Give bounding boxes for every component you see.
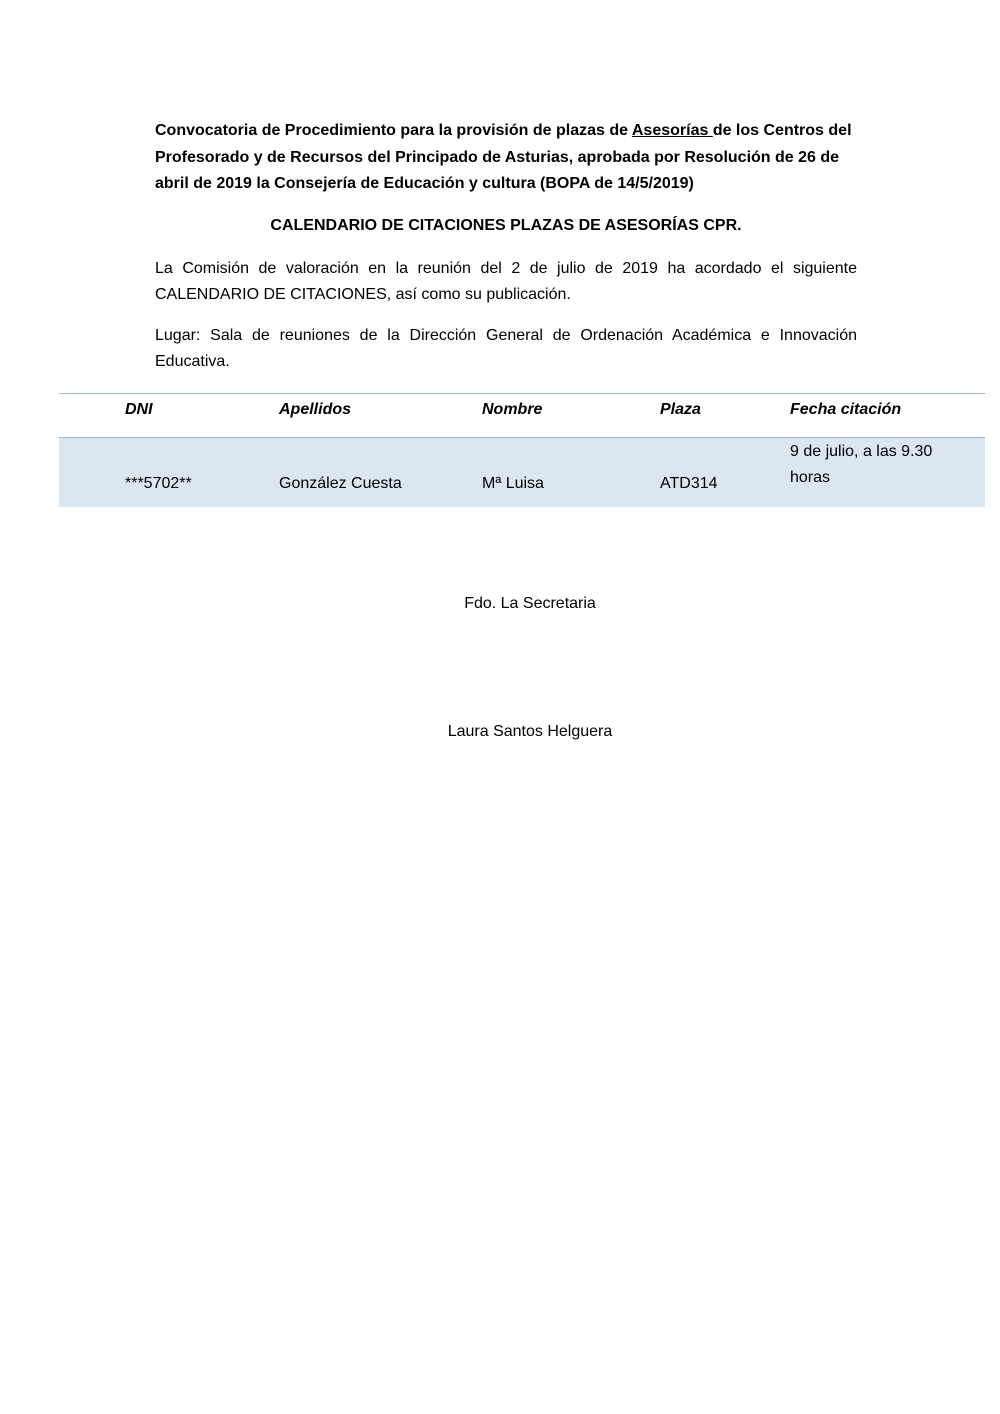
cell-plaza: ATD314: [660, 475, 718, 492]
intro-text-part2: de los Centros del Profesorado y de Recursos del Principado de Asturias, aprobada por Resolución de 26 de abril de 2019 la Consejería de Educación y cultura (BOPA de 14/5/2019): [155, 122, 852, 192]
header-fecha-citacion: Fecha citación: [790, 401, 902, 418]
citaciones-table: [59, 393, 985, 507]
header-plaza: Plaza: [660, 401, 701, 418]
cell-dni: ***5702**: [125, 475, 192, 492]
header-nombre: Nombre: [482, 401, 543, 418]
header-dni: DNI: [125, 401, 153, 418]
intro-text-part1: Convocatoria de Procedimiento para la provisión de plazas de: [155, 122, 632, 139]
table-header-row: [59, 394, 985, 438]
cell-fecha-citacion: 9 de julio, a las 9.30 horas: [790, 443, 933, 486]
table-row: [59, 438, 985, 507]
signature-role: Fdo. La Secretaria: [464, 595, 596, 612]
intro-underlined-asesorias: Asesorías: [631, 122, 713, 139]
calendar-title: CALENDARIO DE CITACIONES PLAZAS DE ASESORÍAS CPR.: [270, 217, 742, 234]
convocatoria-intro: [155, 118, 857, 198]
signature-name: Laura Santos Helguera: [447, 723, 613, 740]
cell-apellidos: González Cuesta: [279, 475, 402, 492]
header-apellidos: Apellidos: [279, 401, 352, 418]
lugar-paragraph: Lugar: Sala de reuniones de la Dirección General de Ordenación Académica e Innovación Educativa.: [155, 327, 857, 370]
cell-nombre: Mª Luisa: [482, 475, 544, 492]
comision-paragraph: La Comisión de valoración en la reunión del 2 de julio de 2019 ha acordado el siguiente CALENDARIO DE CITACIONES, así como su publicación.: [155, 260, 857, 303]
